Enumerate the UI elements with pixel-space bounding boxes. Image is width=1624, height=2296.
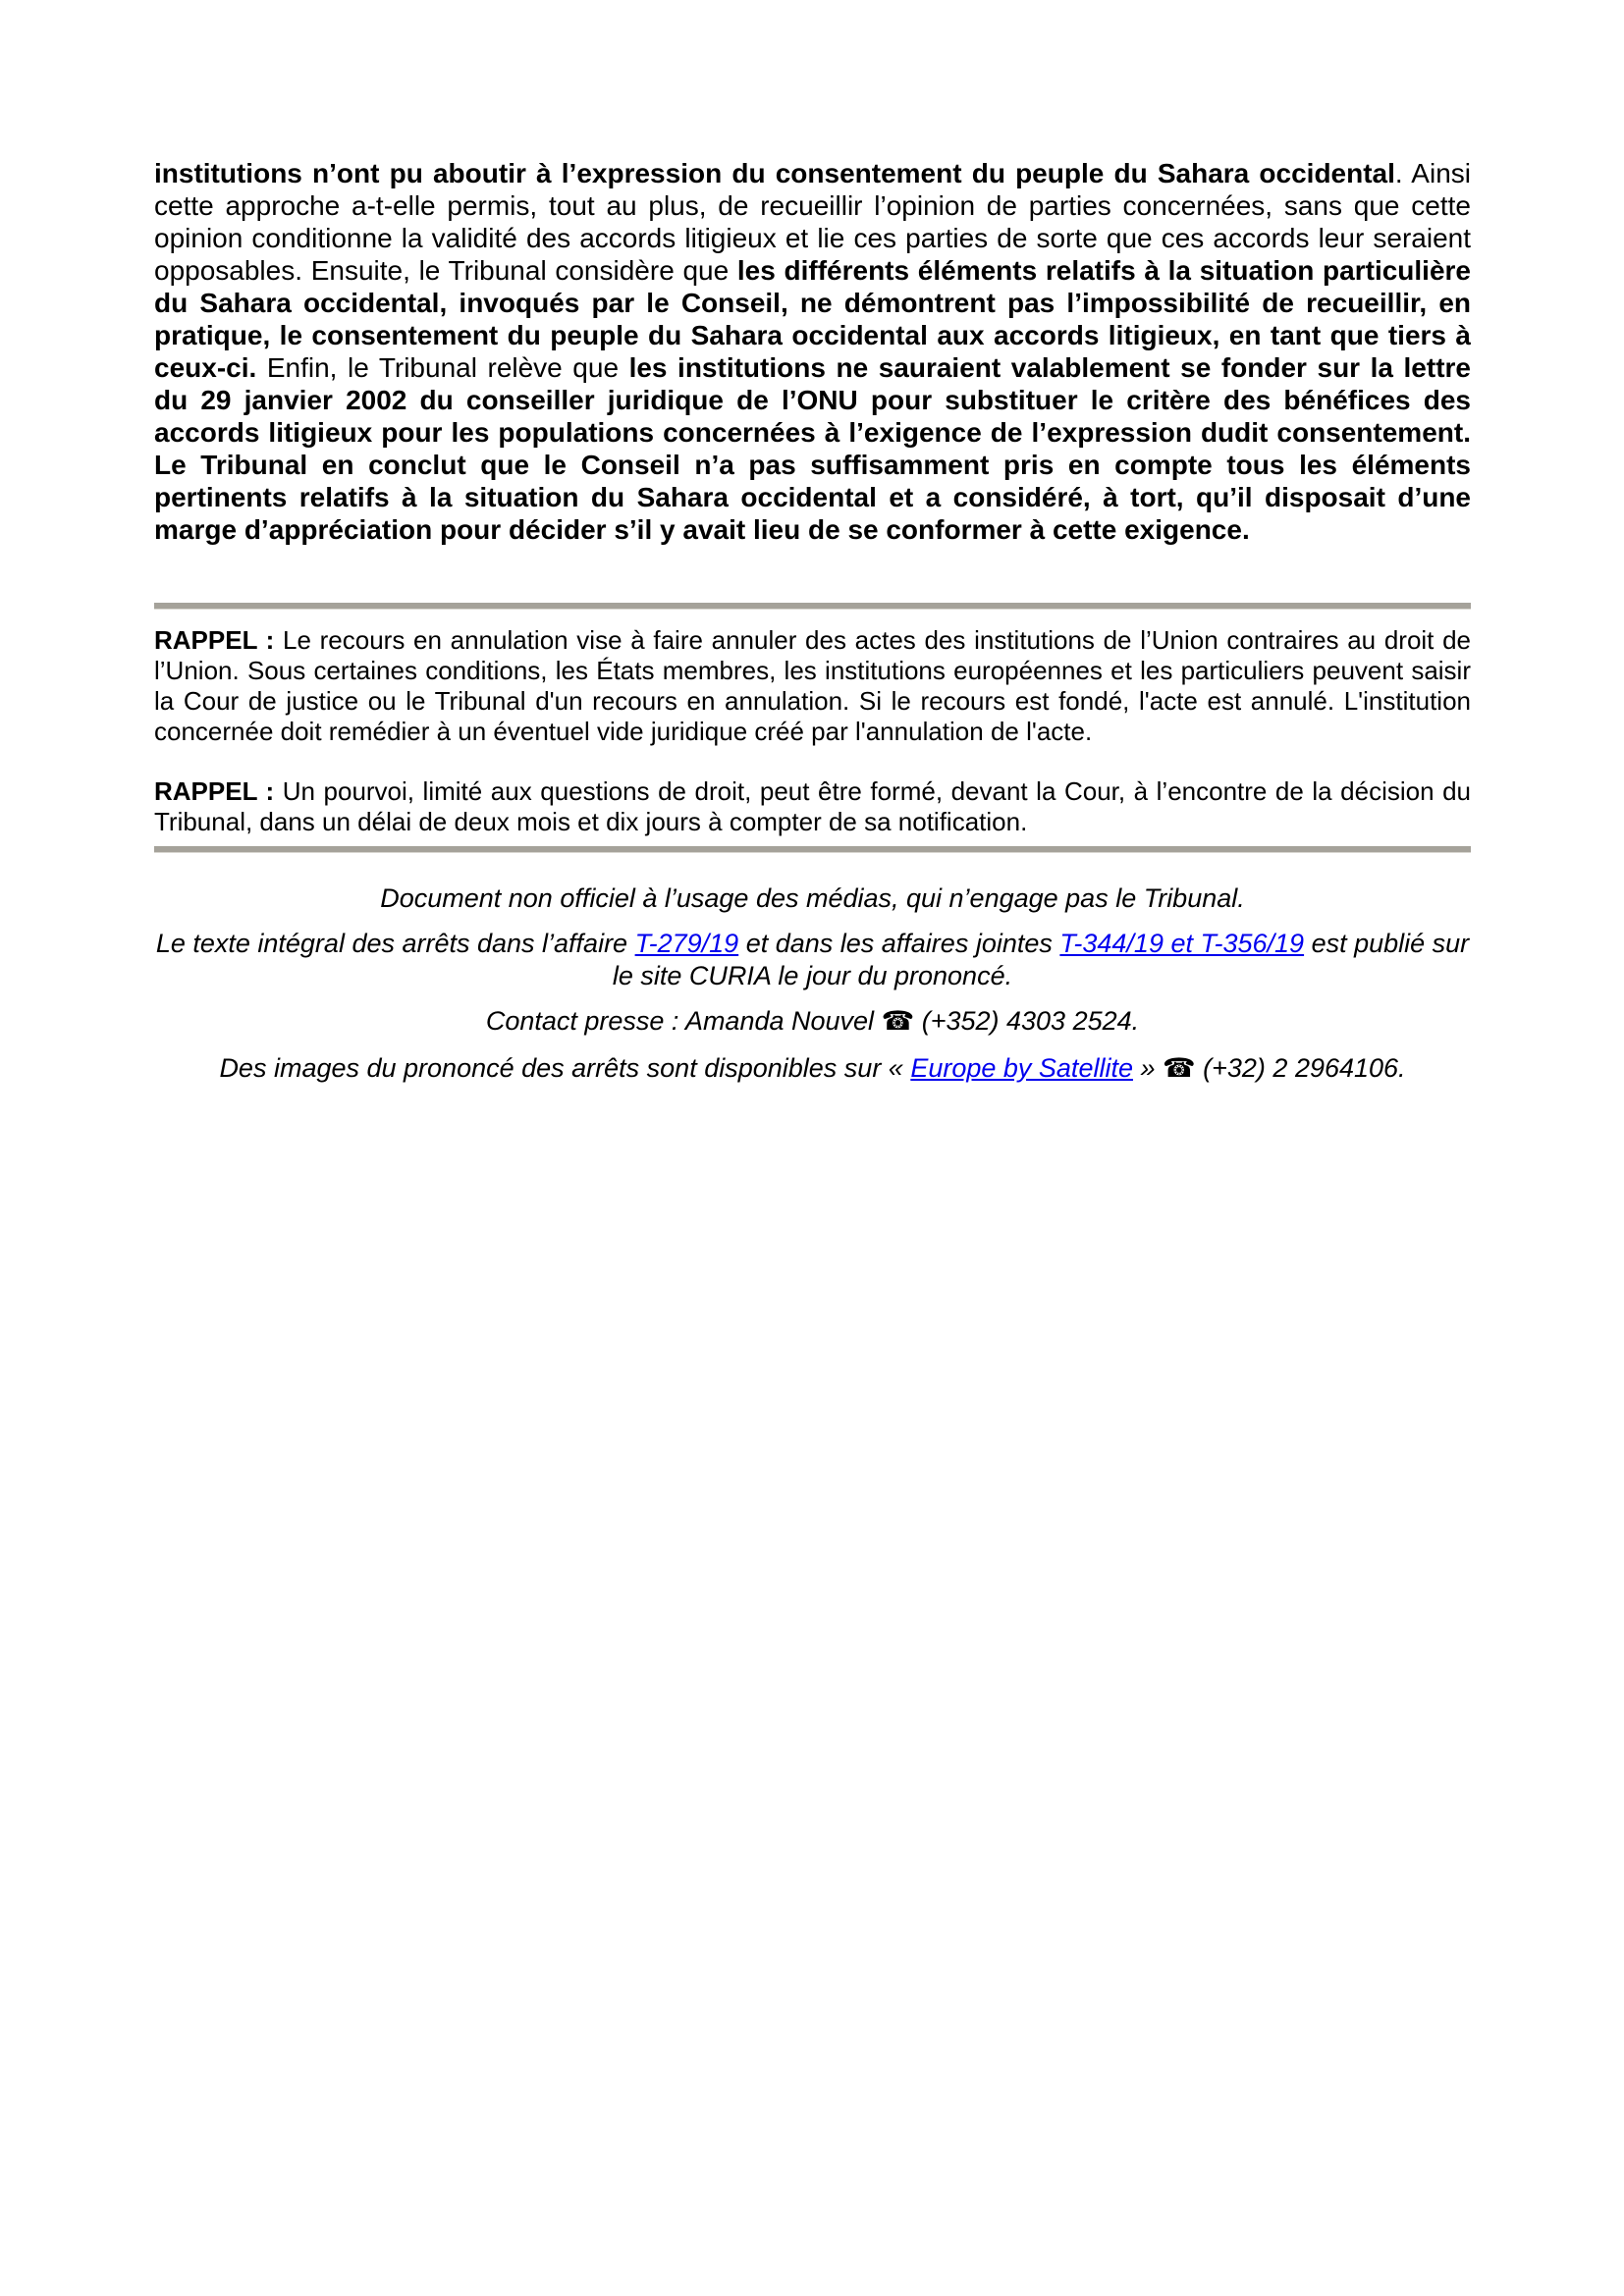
- text-segment: est publié sur le site CURIA le jour du prononcé.: [612, 929, 1470, 990]
- rappel-label: RAPPEL :: [154, 625, 275, 655]
- press-contact-note: [154, 1005, 1471, 1038]
- rappel-annulation-text: Le recours en annulation vise à faire annuler des actes des institutions de l’Union contraires au droit de l’Union. Sous certaines conditions, les États membres, les institutions européennes et les particuliers peuvent saisir la Cour de justice ou le Tribunal d'un recours en annulation. Si le recours est fondé, l'acte est annulé. L'institution concernée doit remédier à un éventuel vide juridique créé par l'annulation de l'acte.: [154, 625, 1472, 746]
- text-segment: (+352) 4303 2524.: [914, 1006, 1140, 1036]
- text-segment: Contact presse : Amanda Nouvel: [485, 1006, 882, 1036]
- ebs-images-note: [154, 1052, 1471, 1085]
- bold-text-segment: les différents éléments relatifs à la situation particulière du Sahara occidental, invoqués par le Conseil, ne démontrent pas l’impossibilité de recueillir, en pratique, le consentement du peuple du Sahara occidental aux accords litigieux, en tant que tiers à ceux-ci.: [154, 255, 1472, 383]
- rappel-pourvoi-text: Un pourvoi, limité aux questions de droit, peut être formé, devant la Cour, à l’encontre de la décision du Tribunal, dans un délai de deux mois et dix jours à compter de sa notification.: [154, 776, 1472, 836]
- rappel-label: RAPPEL :: [154, 776, 275, 806]
- text-segment: Des images du prononcé des arrêts sont disponibles sur «: [219, 1053, 911, 1083]
- text-segment: (+32) 2 2964106.: [1195, 1053, 1406, 1083]
- text-segment: Enfin, le Tribunal relève que: [256, 352, 629, 383]
- case-link-t279-19[interactable]: T-279/19: [634, 929, 739, 958]
- phone-icon: ☎: [1163, 1053, 1196, 1084]
- text-segment: et dans les affaires jointes: [738, 929, 1060, 958]
- unofficial-document-note: Document non officiel à l’usage des médias, qui n’engage pas le Tribunal.: [380, 883, 1245, 913]
- text-segment: Le texte intégral des arrêts dans l’affaire: [155, 929, 635, 958]
- text-segment: »: [1132, 1053, 1163, 1083]
- text-segment: . Ainsi cette approche a-t-elle permis, tout au plus, de recueillir l’opinion de parties concernées, sans que cette opinion conditionne la validité des accords litigieux et lie ces parties de sorte que ces accords leur seraient opposables. Ensuite, le Tribunal considère que: [154, 158, 1471, 286]
- bold-text-segment: les institutions ne sauraient valablement se fonder sur la lettre du 29 janvier 2002 du conseiller juridique de l’ONU pour substituer le critère des bénéfices des accords litigieux pour les populations concernées à l’exigence de l’expression dudit consentement. Le Tribunal en conclut que le Conseil n’a pas suffisamment pris en compte tous les éléments pertinents relatifs à la situation du Sahara occidental et a considéré, à tort, qu’il disposait d’une marge d’appréciation pour décider s’il y avait lieu de se conformer à cette exigence.: [154, 352, 1471, 545]
- page-content: [154, 157, 1471, 1085]
- phone-icon: ☎: [881, 1006, 915, 1037]
- separator-rule-bottom: [154, 846, 1471, 853]
- rappel-annulation-paragraph: [154, 625, 1471, 747]
- main-paragraph: [154, 157, 1471, 546]
- separator-rule-top: [154, 603, 1471, 610]
- media-footer: [154, 882, 1471, 1085]
- europe-by-satellite-link[interactable]: Europe by Satellite: [910, 1053, 1133, 1083]
- bold-text-segment: institutions n’ont pu aboutir à l’expression du consentement du peuple du Sahara occidental: [154, 158, 1395, 188]
- case-link-t344-19-t356-19[interactable]: T-344/19 et T-356/19: [1059, 929, 1305, 958]
- fulltext-availability-note: [154, 928, 1471, 992]
- rappel-pourvoi-paragraph: [154, 776, 1471, 837]
